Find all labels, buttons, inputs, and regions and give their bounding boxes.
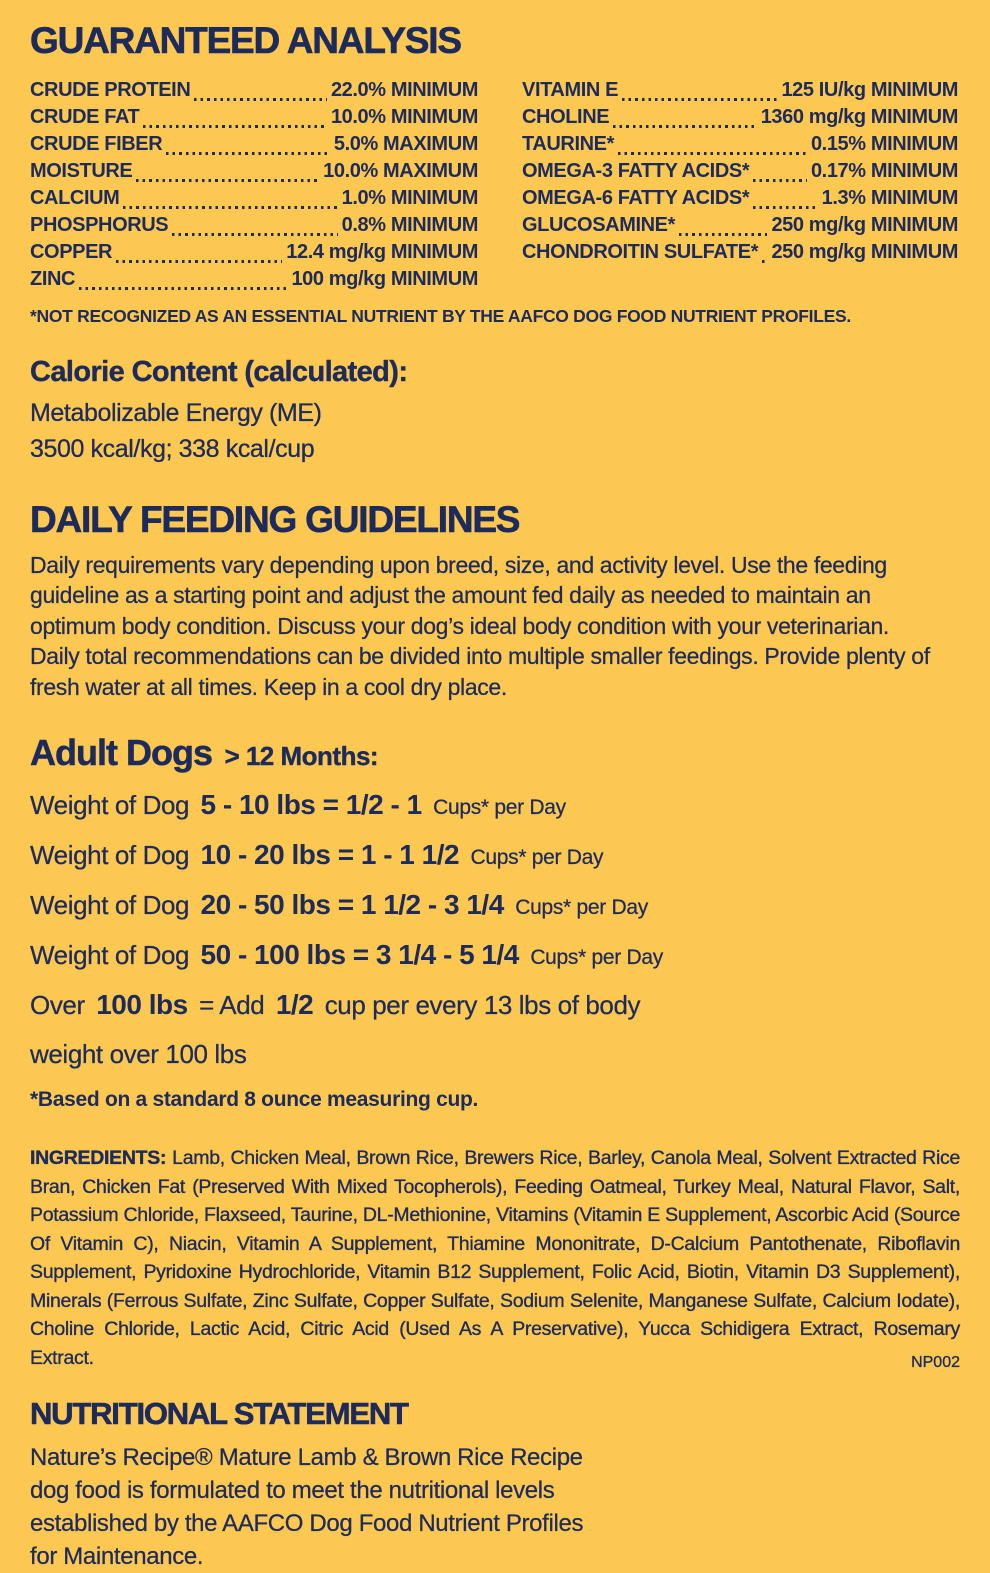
nutritional-statement-section <box>30 1398 958 1573</box>
dot-leader <box>613 125 757 128</box>
dot-leader <box>762 260 767 263</box>
over-row-equals: = Add <box>199 990 265 1021</box>
table-row <box>522 104 958 131</box>
feeding-row-unit: Cups* per Day <box>530 946 663 970</box>
daily-feeding-paragraph: Daily requirements vary depending upon breed, size, and activity level. Use the feeding guideline as a starting point and adjust the amount fed daily as needed to maintain an optimum body condition. Discuss your dog’s ideal body condition with your veterinarian. Daily total recommendations can be divided into multiple smaller feedings. Provide plenty of fresh water at all times. Keep in a cool dry place. <box>30 551 930 700</box>
table-row <box>30 158 478 185</box>
dot-leader <box>79 287 287 290</box>
table-row <box>522 77 958 104</box>
feeding-row <box>30 832 958 882</box>
table-row <box>522 212 958 239</box>
over-row-suffix: cup per every 13 lbs of body <box>324 990 641 1021</box>
ingredients-section <box>30 1144 960 1372</box>
nutrient-name: MOISTURE <box>30 159 133 182</box>
nutrient-name: ZINC <box>30 267 76 290</box>
adult-dogs-heading <box>30 732 958 774</box>
nutrient-value: 250 mg/kg MINIMUM <box>771 240 958 263</box>
over-row-amount: 1/2 <box>275 989 314 1021</box>
ga-left-column <box>30 77 478 293</box>
ingredients-paragraph <box>30 1144 960 1372</box>
feeding-row-unit: Cups* per Day <box>515 896 648 920</box>
feeding-row-amount: 5 - 10 lbs = 1/2 - 1 <box>200 789 422 821</box>
table-row <box>30 77 478 104</box>
dot-leader <box>622 98 777 101</box>
daily-feeding-title: DAILY FEEDING GUIDELINES <box>30 498 520 540</box>
table-row <box>522 185 958 212</box>
adult-dogs-subtitle: > 12 Months: <box>224 741 379 772</box>
over-row-prefix: Over <box>30 990 85 1021</box>
feeding-row-amount: 10 - 20 lbs = 1 - 1 1/2 <box>200 839 460 871</box>
nutrient-value: 0.15% MINIMUM <box>810 132 958 155</box>
nutrient-value: 250 mg/kg MINIMUM <box>771 213 958 236</box>
nutrient-name: CHOLINE <box>522 105 610 128</box>
nutrient-name: COPPER <box>30 240 113 263</box>
nutrient-value: 22.0% MINIMUM <box>330 78 478 101</box>
dot-leader <box>136 179 319 182</box>
dot-leader <box>194 98 327 101</box>
feeding-row <box>30 882 958 932</box>
nutrient-value: 1.0% MINIMUM <box>341 186 478 209</box>
table-row <box>522 158 958 185</box>
nutrient-name: OMEGA-6 FATTY ACIDS* <box>522 186 750 209</box>
nutrient-name: CRUDE FAT <box>30 105 140 128</box>
nutrient-name: CHONDROITIN SULFATE* <box>522 240 759 263</box>
ingredients-label: INGREDIENTS: <box>30 1147 167 1170</box>
nutrient-value: 125 IU/kg MINIMUM <box>781 78 958 101</box>
nutrient-name: CALCIUM <box>30 186 120 209</box>
statement-line: Nature’s Recipe® Mature Lamb & Brown Rice Recipe <box>30 1443 583 1471</box>
table-row <box>30 266 478 293</box>
nutrient-value: 0.17% MINIMUM <box>810 159 958 182</box>
feeding-row-prefix: Weight of Dog <box>30 940 190 971</box>
nutritional-statement-title: NUTRITIONAL STATEMENT <box>30 1396 408 1432</box>
table-row <box>30 212 478 239</box>
feeding-row-unit: Cups* per Day <box>470 846 604 870</box>
nutrient-value: 10.0% MAXIMUM <box>323 159 478 182</box>
calorie-content-title: Calorie Content (calculated): <box>30 355 408 388</box>
nutrient-name: GLUCOSAMINE* <box>522 213 675 236</box>
nutrient-name: PHOSPHORUS <box>30 213 169 236</box>
statement-line: established by the AAFCO Dog Food Nutrient Profiles <box>30 1509 584 1537</box>
feeding-row-prefix: Weight of Dog <box>30 790 190 821</box>
feeding-row-prefix: Weight of Dog <box>30 890 190 921</box>
measuring-cup-footnote: *Based on a standard 8 ounce measuring cup. <box>30 1088 479 1112</box>
feeding-row <box>30 782 958 832</box>
product-code: NP002 <box>911 1354 960 1372</box>
aafco-footnote: *NOT RECOGNIZED AS AN ESSENTIAL NUTRIENT BY THE AAFCO DOG FOOD NUTRIENT PROFILES. <box>30 305 851 326</box>
feeding-row-amount: 20 - 50 lbs = 1 1/2 - 3 1/4 <box>200 889 504 921</box>
feeding-row-unit: Cups* per Day <box>433 796 566 820</box>
feeding-row <box>30 932 958 982</box>
nutrient-value: 1360 mg/kg MINIMUM <box>760 105 958 128</box>
dot-leader <box>753 206 817 209</box>
nutrient-value: 1.3% MINIMUM <box>821 186 958 209</box>
adult-dogs-title: Adult Dogs <box>30 732 212 774</box>
dot-leader <box>143 125 327 128</box>
nutrient-name: CRUDE FIBER <box>30 132 163 155</box>
nutrient-value: 5.0% MAXIMUM <box>333 132 478 155</box>
table-row <box>522 131 958 158</box>
kcal-values-line: 3500 kcal/kg; 338 kcal/cup <box>30 434 315 463</box>
metabolizable-energy-line: Metabolizable Energy (ME) <box>30 398 322 427</box>
table-row <box>30 131 478 158</box>
table-row <box>522 239 958 266</box>
dot-leader <box>172 233 337 236</box>
dot-leader <box>753 179 807 182</box>
calorie-content-section <box>30 357 958 467</box>
guaranteed-analysis-table <box>30 77 958 293</box>
over-row-weight: 100 lbs <box>96 989 188 1021</box>
nutrient-value: 10.0% MINIMUM <box>330 105 478 128</box>
nutrient-value: 0.8% MINIMUM <box>341 213 478 236</box>
over-100lbs-row-line2: weight over 100 lbs <box>30 1039 247 1070</box>
statement-line: for Maintenance. <box>30 1542 204 1570</box>
dot-leader <box>679 233 767 236</box>
dot-leader <box>166 152 330 155</box>
table-row <box>30 239 478 266</box>
guaranteed-analysis-title: GUARANTEED ANALYSIS <box>30 20 461 61</box>
nutrient-name: OMEGA-3 FATTY ACIDS* <box>522 159 750 182</box>
nutrient-value: 12.4 mg/kg MINIMUM <box>286 240 478 263</box>
nutrient-value: 100 mg/kg MINIMUM <box>291 267 478 290</box>
table-row <box>30 104 478 131</box>
adult-dogs-section <box>30 732 958 1112</box>
nutrient-name: VITAMIN E <box>522 78 619 101</box>
nutrient-name: TAURINE* <box>522 132 614 155</box>
feeding-row-amount: 50 - 100 lbs = 3 1/4 - 5 1/4 <box>200 939 519 971</box>
over-100lbs-row <box>30 982 958 1032</box>
table-row <box>30 185 478 212</box>
nutrient-name: CRUDE PROTEIN <box>30 78 191 101</box>
feeding-row-prefix: Weight of Dog <box>30 840 190 871</box>
dot-leader <box>116 260 282 263</box>
statement-line: dog food is formulated to meet the nutritional levels <box>30 1476 555 1504</box>
dot-leader <box>618 152 807 155</box>
daily-feeding-section <box>30 498 958 702</box>
ga-right-column <box>522 77 958 293</box>
ingredients-text: Lamb, Chicken Meal, Brown Rice, Brewers Rice, Barley, Canola Meal, Solvent Extracted Rice Bran, Chicken Fat (Preserved With Mixed Tocopherols), Feeding Oatmeal, Turkey Meal, Natural Flavor, Salt, Potassium Chloride, Flaxseed, Taurine, DL-Methionine, Vitamins (Vitamin E Supplement, Ascorbic Acid (Source Of Vitamin C), Niacin, Vitamin A Supplement, Thiamine Mononitrate, D-Calcium Pantothenate, Riboflavin Supplement, Pyridoxine Hydrochloride, Vitamin B12 Supplement, Folic Acid, Biotin, Vitamin D3 Supplement), Minerals (Ferrous Sulfate, Zinc Sulfate, Copper Sulfate, Sodium Selenite, Manganese Sulfate, Calcium Iodate), Choline Chloride, Lactic Acid, Citric Acid (Used As A Preservative), Yucca Schidigera Extract, Rosemary Extract. <box>30 1147 960 1369</box>
dot-leader <box>123 206 337 209</box>
